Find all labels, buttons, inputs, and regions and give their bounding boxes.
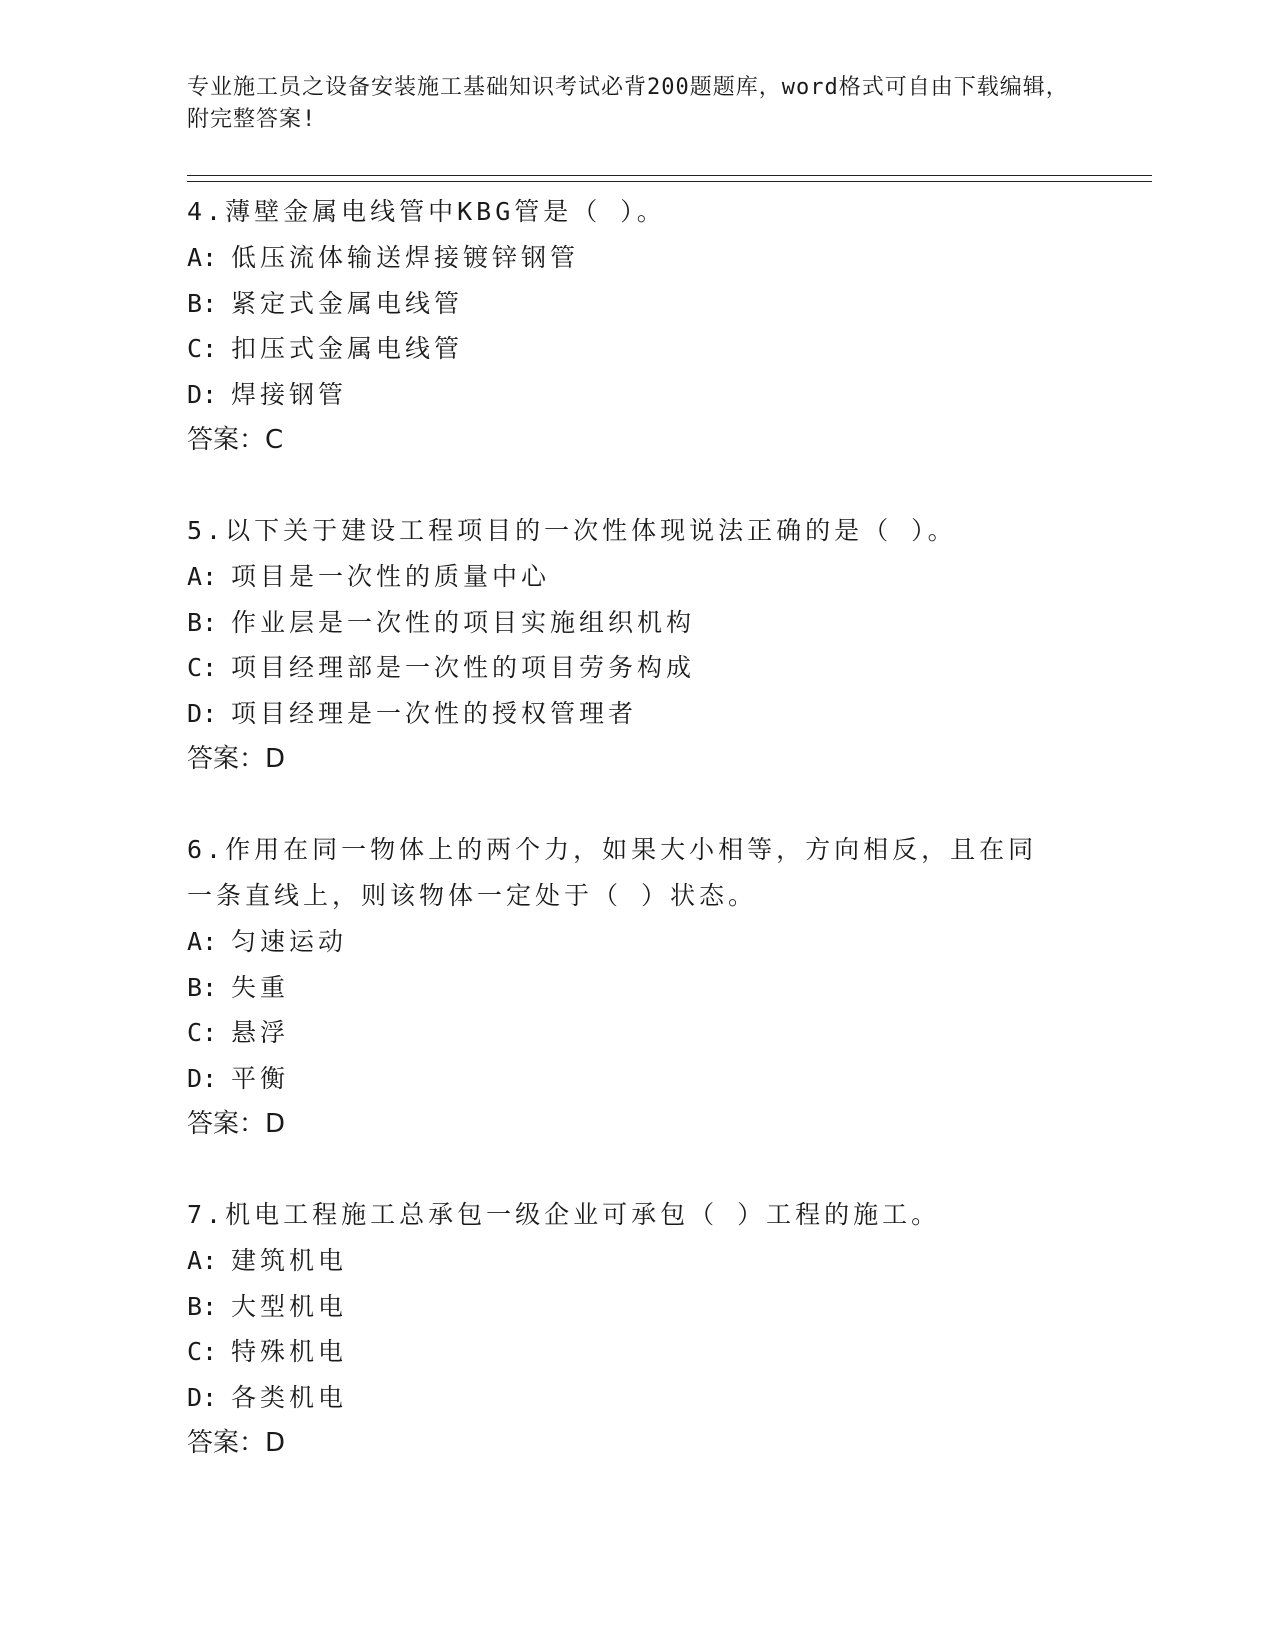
option-text: 平衡 [231,1063,290,1093]
option-text: 建筑机电 [231,1246,348,1275]
option-d [187,1375,1147,1421]
option-key: D: [187,698,218,728]
option-key: C: [187,653,218,682]
option-text: 项目经理部是一次性的项目劳务构成 [231,653,696,682]
option-text: 项目是一次性的质量中心 [231,562,551,591]
option-d [187,691,1147,737]
option-b [187,965,1147,1011]
option-text: 失重 [231,972,290,1002]
option-c [187,1329,1147,1375]
option-text: 低压流体输送焊接镀锌钢管 [231,243,580,272]
question-stem: 4.薄壁金属电线管中KBG管是（ ）。 [187,197,666,226]
answer-label: 答案：D [187,1109,286,1139]
question-stem: 6.作用在同一物体上的两个力，如果大小相等，方向相反，且在同一条直线上，则该物体一定处于（ ）状态。 [187,835,1038,910]
option-text: 各类机电 [231,1382,348,1412]
option-key: B: [187,288,218,318]
option-c [187,1010,1147,1056]
option-a [187,235,1147,281]
option-key: C: [187,1018,218,1047]
document-header: 专业施工员之设备安装施工基础知识考试必背200题题库，word格式可自由下载编辑，附完整答案! [187,75,1069,132]
option-key: A: [187,1246,218,1275]
option-key: B: [187,972,218,1002]
answer-label: 答案：D [187,744,286,774]
option-d [187,372,1147,418]
question-7 [187,1192,1147,1466]
option-key: C: [187,334,218,363]
option-a [187,1238,1147,1284]
option-text: 焊接钢管 [231,379,348,409]
option-key: A: [187,562,218,591]
option-d [187,1056,1147,1102]
option-text: 紧定式金属电线管 [231,288,464,318]
option-b [187,281,1147,327]
option-key: D: [187,1382,218,1412]
question-stem: 5.以下关于建设工程项目的一次性体现说法正确的是（ ）。 [187,516,957,545]
option-text: 大型机电 [231,1291,348,1321]
option-b [187,600,1147,646]
option-text: 项目经理是一次性的授权管理者 [231,698,638,728]
option-c [187,326,1147,372]
answer-label: 答案：D [187,1428,286,1458]
option-text: 特殊机电 [231,1337,348,1366]
option-key: D: [187,1063,218,1093]
option-key: D: [187,379,218,409]
option-key: A: [187,927,218,956]
option-c [187,645,1147,691]
option-key: C: [187,1337,218,1366]
option-b [187,1284,1147,1330]
option-a [187,919,1147,965]
header-divider-bottom [187,181,1152,182]
option-a [187,554,1147,600]
answer-label: 答案：C [187,425,284,455]
header-divider-top [187,175,1152,176]
option-text: 作业层是一次性的项目实施组织机构 [231,607,696,637]
question-5 [187,508,1147,782]
question-stem: 7.机电工程施工总承包一级企业可承包（ ）工程的施工。 [187,1200,941,1229]
option-text: 悬浮 [231,1018,290,1047]
option-key: B: [187,1291,218,1321]
question-4 [187,189,1147,463]
option-key: B: [187,607,218,637]
option-key: A: [187,243,218,272]
question-list [187,189,1147,1511]
option-text: 扣压式金属电线管 [231,334,464,363]
question-6 [187,827,1147,1147]
option-text: 匀速运动 [231,927,348,956]
